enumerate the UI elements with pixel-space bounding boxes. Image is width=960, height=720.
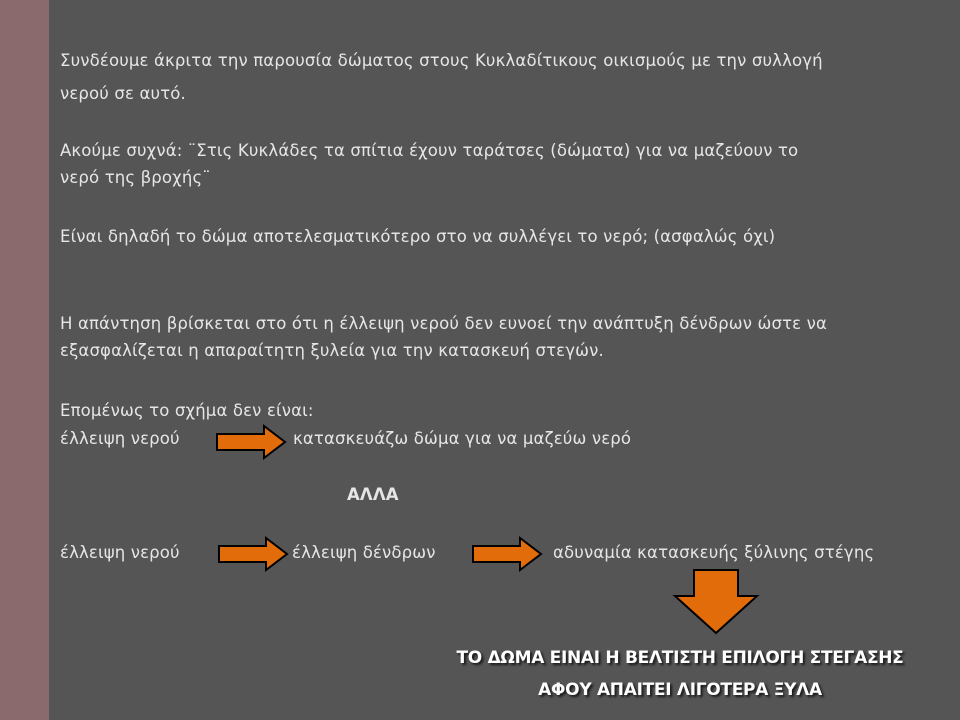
right-arrow-icon: [216, 424, 288, 460]
right-arrow-icon: [218, 536, 290, 572]
conclusion-line-1: ΤΟ ΔΩΜΑ ΕΙΝΑΙ Η ΒΕΛΤΙΣΤΗ ΕΠΙΛΟΓΗ ΣΤΕΓΑΣΗΣ: [456, 648, 904, 668]
scheme-right-to: αδυναμία κατασκευής ξύλινης στέγης: [553, 543, 875, 562]
conclusion-line-2: ΑΦΟΥ ΑΠΑΙΤΕΙ ΛΙΓΟΤΕΡΑ ΞΥΛΑ: [538, 680, 822, 700]
paragraph-3: Είναι δηλαδή το δώμα αποτελεσματικότερο στο να συλλέγει το νερό; (ασφαλώς όχι): [60, 227, 776, 246]
paragraph-2-line-1: Ακούμε συχνά: ¨Στις Κυκλάδες τα σπίτια έχουν ταράτσες (δώματα) για να μαζεύουν το: [60, 141, 799, 160]
down-arrow-icon: [672, 568, 760, 636]
paragraph-2-line-2: νερό της βροχής¨: [60, 168, 211, 187]
sidebar-accent-bar: [0, 0, 49, 720]
scheme-right-from: έλλειψη νερού: [60, 543, 180, 562]
paragraph-4-line-1: Η απάντηση βρίσκεται στο ότι η έλλειψη νερού δεν ευνοεί την ανάπτυξη δένδρων ώστε να: [60, 314, 828, 333]
separator-text: ΑΛΛΑ: [347, 485, 399, 504]
right-arrow-icon: [472, 536, 544, 572]
paragraph-5: Επομένως το σχήμα δεν είναι:: [60, 401, 314, 420]
scheme-right-middle: έλλειψη δένδρων: [292, 543, 436, 562]
scheme-wrong-from: έλλειψη νερού: [60, 429, 180, 448]
paragraph-4-line-2: εξασφαλίζεται η απαραίτητη ξυλεία για την κατασκευή στεγών.: [60, 341, 604, 360]
paragraph-1-line-2: νερού σε αυτό.: [60, 84, 186, 103]
paragraph-1-line-1: Συνδέουμε άκριτα την παρουσία δώματος στους Κυκλαδίτικους οικισμούς με την συλλογή: [60, 51, 823, 70]
scheme-wrong-to: κατασκευάζω δώμα για να μαζεύω νερό: [293, 429, 632, 448]
